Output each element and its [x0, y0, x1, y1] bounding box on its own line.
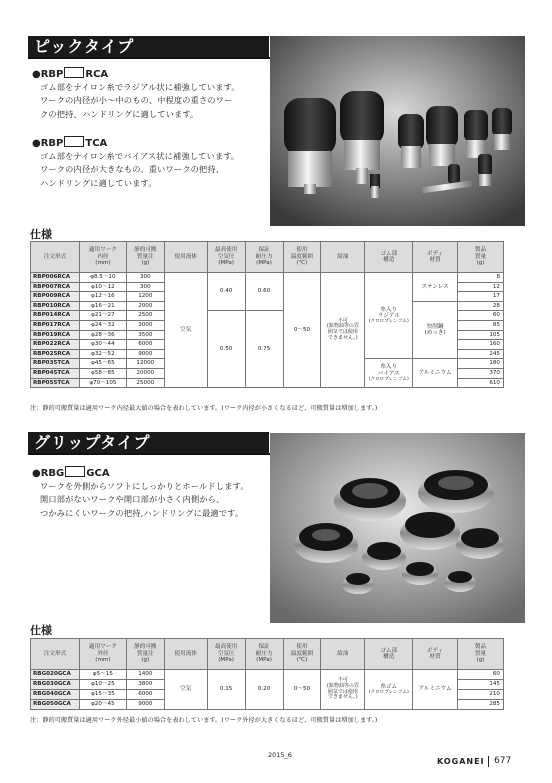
cell-model: RBP019RCA [31, 330, 80, 340]
rubber-line: (クロロプレンゴム) [368, 690, 409, 696]
cell-range: φ30～44 [79, 340, 126, 350]
cell-pressure: 0.15 [207, 670, 245, 710]
cell-load: 25000 [126, 378, 164, 388]
model-prefix: ●RBG [32, 468, 65, 479]
cell-mass: 610 [458, 378, 504, 388]
cell-load: 3500 [126, 330, 164, 340]
col-header: 保証 耐圧力 (MPa) [245, 639, 283, 670]
rubber-line: バイアス [377, 370, 400, 377]
rubber-line: 糸ゴム [380, 683, 398, 690]
col-header: 注文形式 [31, 639, 80, 670]
cell-mass: 180 [458, 359, 504, 369]
brand-logo: KOGANEI [437, 757, 485, 766]
cell-load: 2000 [126, 301, 164, 311]
cell-body [413, 301, 458, 359]
body-line: 快削鋼 [426, 323, 444, 330]
cell-range: φ70～105 [79, 378, 126, 388]
cell-load: 3800 [126, 680, 164, 690]
cell-mass: 12 [458, 282, 504, 292]
cell-load: 6000 [126, 690, 164, 700]
cell-load: 9000 [126, 700, 164, 710]
rubber-line: (クロロプレンゴム) [368, 377, 409, 383]
cell-mass: 285 [458, 700, 504, 710]
cell-mass: 105 [458, 330, 504, 340]
cell-model: RBG040GCA [31, 690, 80, 700]
col-header: 最高使用 空気圧 (MPa) [207, 639, 245, 670]
col-header: 使用 温度範囲 (℃) [283, 639, 321, 670]
cell-range: φ15～35 [79, 690, 126, 700]
cell-load: 9000 [126, 349, 164, 359]
col-header: 静的可搬 質量注 (g) [126, 639, 164, 670]
cell-model: RBP017RCA [31, 320, 80, 330]
cell-fluid: 空気 [164, 273, 207, 388]
cell-model: RBG020GCA [31, 670, 80, 680]
col-header: 給油 [321, 639, 365, 670]
model-prefix: ●RBP [32, 69, 64, 80]
cell-temp: 0～50 [283, 273, 321, 388]
cell-load: 1200 [126, 292, 164, 302]
col-header: 使用流体 [164, 242, 207, 273]
cell-mass: 8 [458, 273, 504, 283]
cell-load: 6000 [126, 340, 164, 350]
cell-proof: 0.20 [245, 670, 283, 710]
oil-line: できません。) [327, 334, 358, 341]
cell-oil [321, 670, 365, 710]
cell-temp: 0～50 [283, 670, 321, 710]
pick-type-photo [270, 36, 525, 226]
cell-model: RBP022RCA [31, 340, 80, 350]
col-header: ボディ 材質 [413, 639, 458, 670]
cell-fluid: 空気 [164, 670, 207, 710]
col-header: 注文形式 [31, 242, 80, 273]
cell-body: ステンレス [413, 273, 458, 302]
col-header: ゴム部 構造 [365, 639, 413, 670]
cell-load: 20000 [126, 368, 164, 378]
cell-model: RBG030GCA [31, 680, 80, 690]
cell-range: φ12～16 [79, 292, 126, 302]
oil-line: 不可 [337, 677, 348, 683]
col-header: ボディ 材質 [413, 242, 458, 273]
cell-mass: 245 [458, 349, 504, 359]
cell-proof: 0.75 [245, 311, 283, 388]
cell-model: RBP007RCA [31, 282, 80, 292]
description-line: ワークの内径が小～中のもの、中程度の重さのワー [40, 95, 233, 106]
cell-mass: 17 [458, 292, 504, 302]
cell-model: RBP010RCA [31, 301, 80, 311]
description-line: ハンドリングに適しています。 [40, 177, 157, 188]
cell-mass: 370 [458, 368, 504, 378]
footer-divider [488, 756, 489, 767]
cell-model: RBP009RCA [31, 292, 80, 302]
description-line: ゴム部をナイロン糸でバイアス状に補強しています。 [40, 151, 240, 161]
cell-model: RBP006RCA [31, 273, 80, 283]
footer-date: 2015_6 [268, 751, 292, 759]
grip-type-photo [270, 433, 525, 623]
col-header: 最高使用 空気圧 (MPa) [207, 242, 245, 273]
col-header: 製品 質量 (g) [458, 242, 504, 273]
cell-body: アルミニウム [413, 670, 458, 710]
cell-range: φ10～25 [79, 680, 126, 690]
cell-range: φ32～52 [79, 349, 126, 359]
model-prefix: ●RBP [32, 138, 64, 149]
cell-load: 300 [126, 282, 164, 292]
col-header: 製品 質量 (g) [458, 639, 504, 670]
table-row [31, 670, 504, 680]
cell-model: RBP014RCA [31, 311, 80, 321]
rubber-line: ラジアル [377, 313, 400, 320]
description-line: 開口部がないワークや開口部が小さく内側から、 [40, 494, 225, 505]
oil-line: 囲気では使用 [327, 688, 358, 695]
grip-type-title: グリップタイプ [28, 432, 269, 454]
table-header-row [31, 242, 504, 273]
oil-line: 不可 [337, 317, 348, 324]
pick-spec-table [30, 241, 504, 388]
oil-line: (鉱物油等の雰 [326, 323, 359, 330]
cell-rubber [365, 670, 413, 710]
page-number: 677 [494, 756, 512, 766]
model-rbg-gca-description [40, 480, 272, 520]
cell-model: RBP035TCA [31, 359, 80, 369]
cell-mass: 60 [458, 670, 504, 680]
description-line: ワークの内径が大きなもの、重いワークの把持、 [40, 164, 225, 175]
model-rbp-rca [32, 67, 108, 80]
cell-rubber [365, 273, 413, 359]
cell-load: 3000 [126, 320, 164, 330]
model-suffix: GCA [86, 468, 110, 479]
cell-range: φ20～45 [79, 700, 126, 710]
cell-model: RBP045TCA [31, 368, 80, 378]
cell-range: φ58～85 [79, 368, 126, 378]
grip-table-note: 注：静的可搬質量は適用ワーク外径最小値の場合を表わしています。(ワーク外径が大きくなるほど、可搬質量は増加します。) [30, 717, 378, 724]
description-line: ワークを外側からソフトにしっかりとホールドします。 [40, 481, 249, 491]
cell-mass: 145 [458, 680, 504, 690]
rubber-line: (クロロプレンゴム) [368, 319, 409, 325]
table-row [31, 273, 504, 283]
col-header: 給油 [321, 242, 365, 273]
cell-mass: 160 [458, 340, 504, 350]
cell-rubber [365, 359, 413, 388]
col-header: 静的可搬 質量注 (g) [126, 242, 164, 273]
pick-table-note: 注：静的可搬質量は適用ワーク内径最大値の場合を表わしています。(ワーク内径が小さくなるほど、可搬質量は増加します。) [30, 405, 378, 412]
cell-load: 1400 [126, 670, 164, 680]
model-rbp-tca-description [40, 150, 272, 190]
model-rbg-gca [32, 466, 110, 479]
cell-oil [321, 273, 365, 388]
model-rbp-rca-description [40, 81, 272, 121]
cell-model: RBP025RCA [31, 349, 80, 359]
cell-pressure: 0.50 [207, 311, 245, 388]
cell-pressure: 0.40 [207, 273, 245, 311]
cell-range: φ21～27 [79, 311, 126, 321]
cell-mass: 85 [458, 320, 504, 330]
rubber-line: 糸入り [380, 364, 398, 371]
spec-title: 仕様 [30, 228, 52, 241]
col-header: 使用 温度範囲 (℃) [283, 242, 321, 273]
cell-mass: 28 [458, 301, 504, 311]
table-header-row [31, 639, 504, 670]
cell-load: 12000 [126, 359, 164, 369]
cell-model: RBP055TCA [31, 378, 80, 388]
col-header: ゴム部 構造 [365, 242, 413, 273]
cell-range: φ5～15 [79, 670, 126, 680]
cell-range: φ45～65 [79, 359, 126, 369]
model-blank-box [65, 466, 85, 477]
body-line: (めっき) [424, 330, 446, 337]
cell-load: 2500 [126, 311, 164, 321]
cell-range: φ8.5～10 [79, 273, 126, 283]
oil-line: できません。) [327, 694, 358, 701]
cell-body: アルミニウム [413, 359, 458, 388]
cell-mass: 60 [458, 311, 504, 321]
oil-line: (鉱物油等の雰 [326, 682, 359, 689]
cell-range: φ16～21 [79, 301, 126, 311]
col-header: 使用流体 [164, 639, 207, 670]
spec-title: 仕様 [30, 624, 52, 637]
cell-proof: 0.60 [245, 273, 283, 311]
cell-mass: 210 [458, 690, 504, 700]
description-line: クの把持、ハンドリングに適しています。 [40, 108, 199, 119]
cell-load: 300 [126, 273, 164, 283]
col-header: 保証 耐圧力 (MPa) [245, 242, 283, 273]
oil-line: 囲気では使用 [327, 329, 358, 336]
model-blank-box [64, 67, 84, 78]
cell-model: RBG050GCA [31, 700, 80, 710]
cell-range: φ24～32 [79, 320, 126, 330]
model-suffix: TCA [85, 138, 108, 149]
model-blank-box [64, 136, 84, 147]
model-rbp-tca [32, 136, 107, 149]
col-header: 適用ワーク 外径 (mm) [79, 639, 126, 670]
cell-range: φ28～36 [79, 330, 126, 340]
grip-spec-table [30, 638, 504, 710]
col-header: 適用ワーク 内径 (mm) [79, 242, 126, 273]
model-suffix: RCA [85, 69, 109, 80]
rubber-line: 糸入り [380, 306, 398, 313]
pick-type-title: ピックタイプ [28, 36, 269, 58]
cell-range: φ10～12 [79, 282, 126, 292]
description-line: ゴム部をナイロン糸でラジアル状に補強しています。 [40, 82, 240, 92]
description-line: つかみにくいワークの把持,ハンドリングに最適です。 [40, 507, 244, 518]
